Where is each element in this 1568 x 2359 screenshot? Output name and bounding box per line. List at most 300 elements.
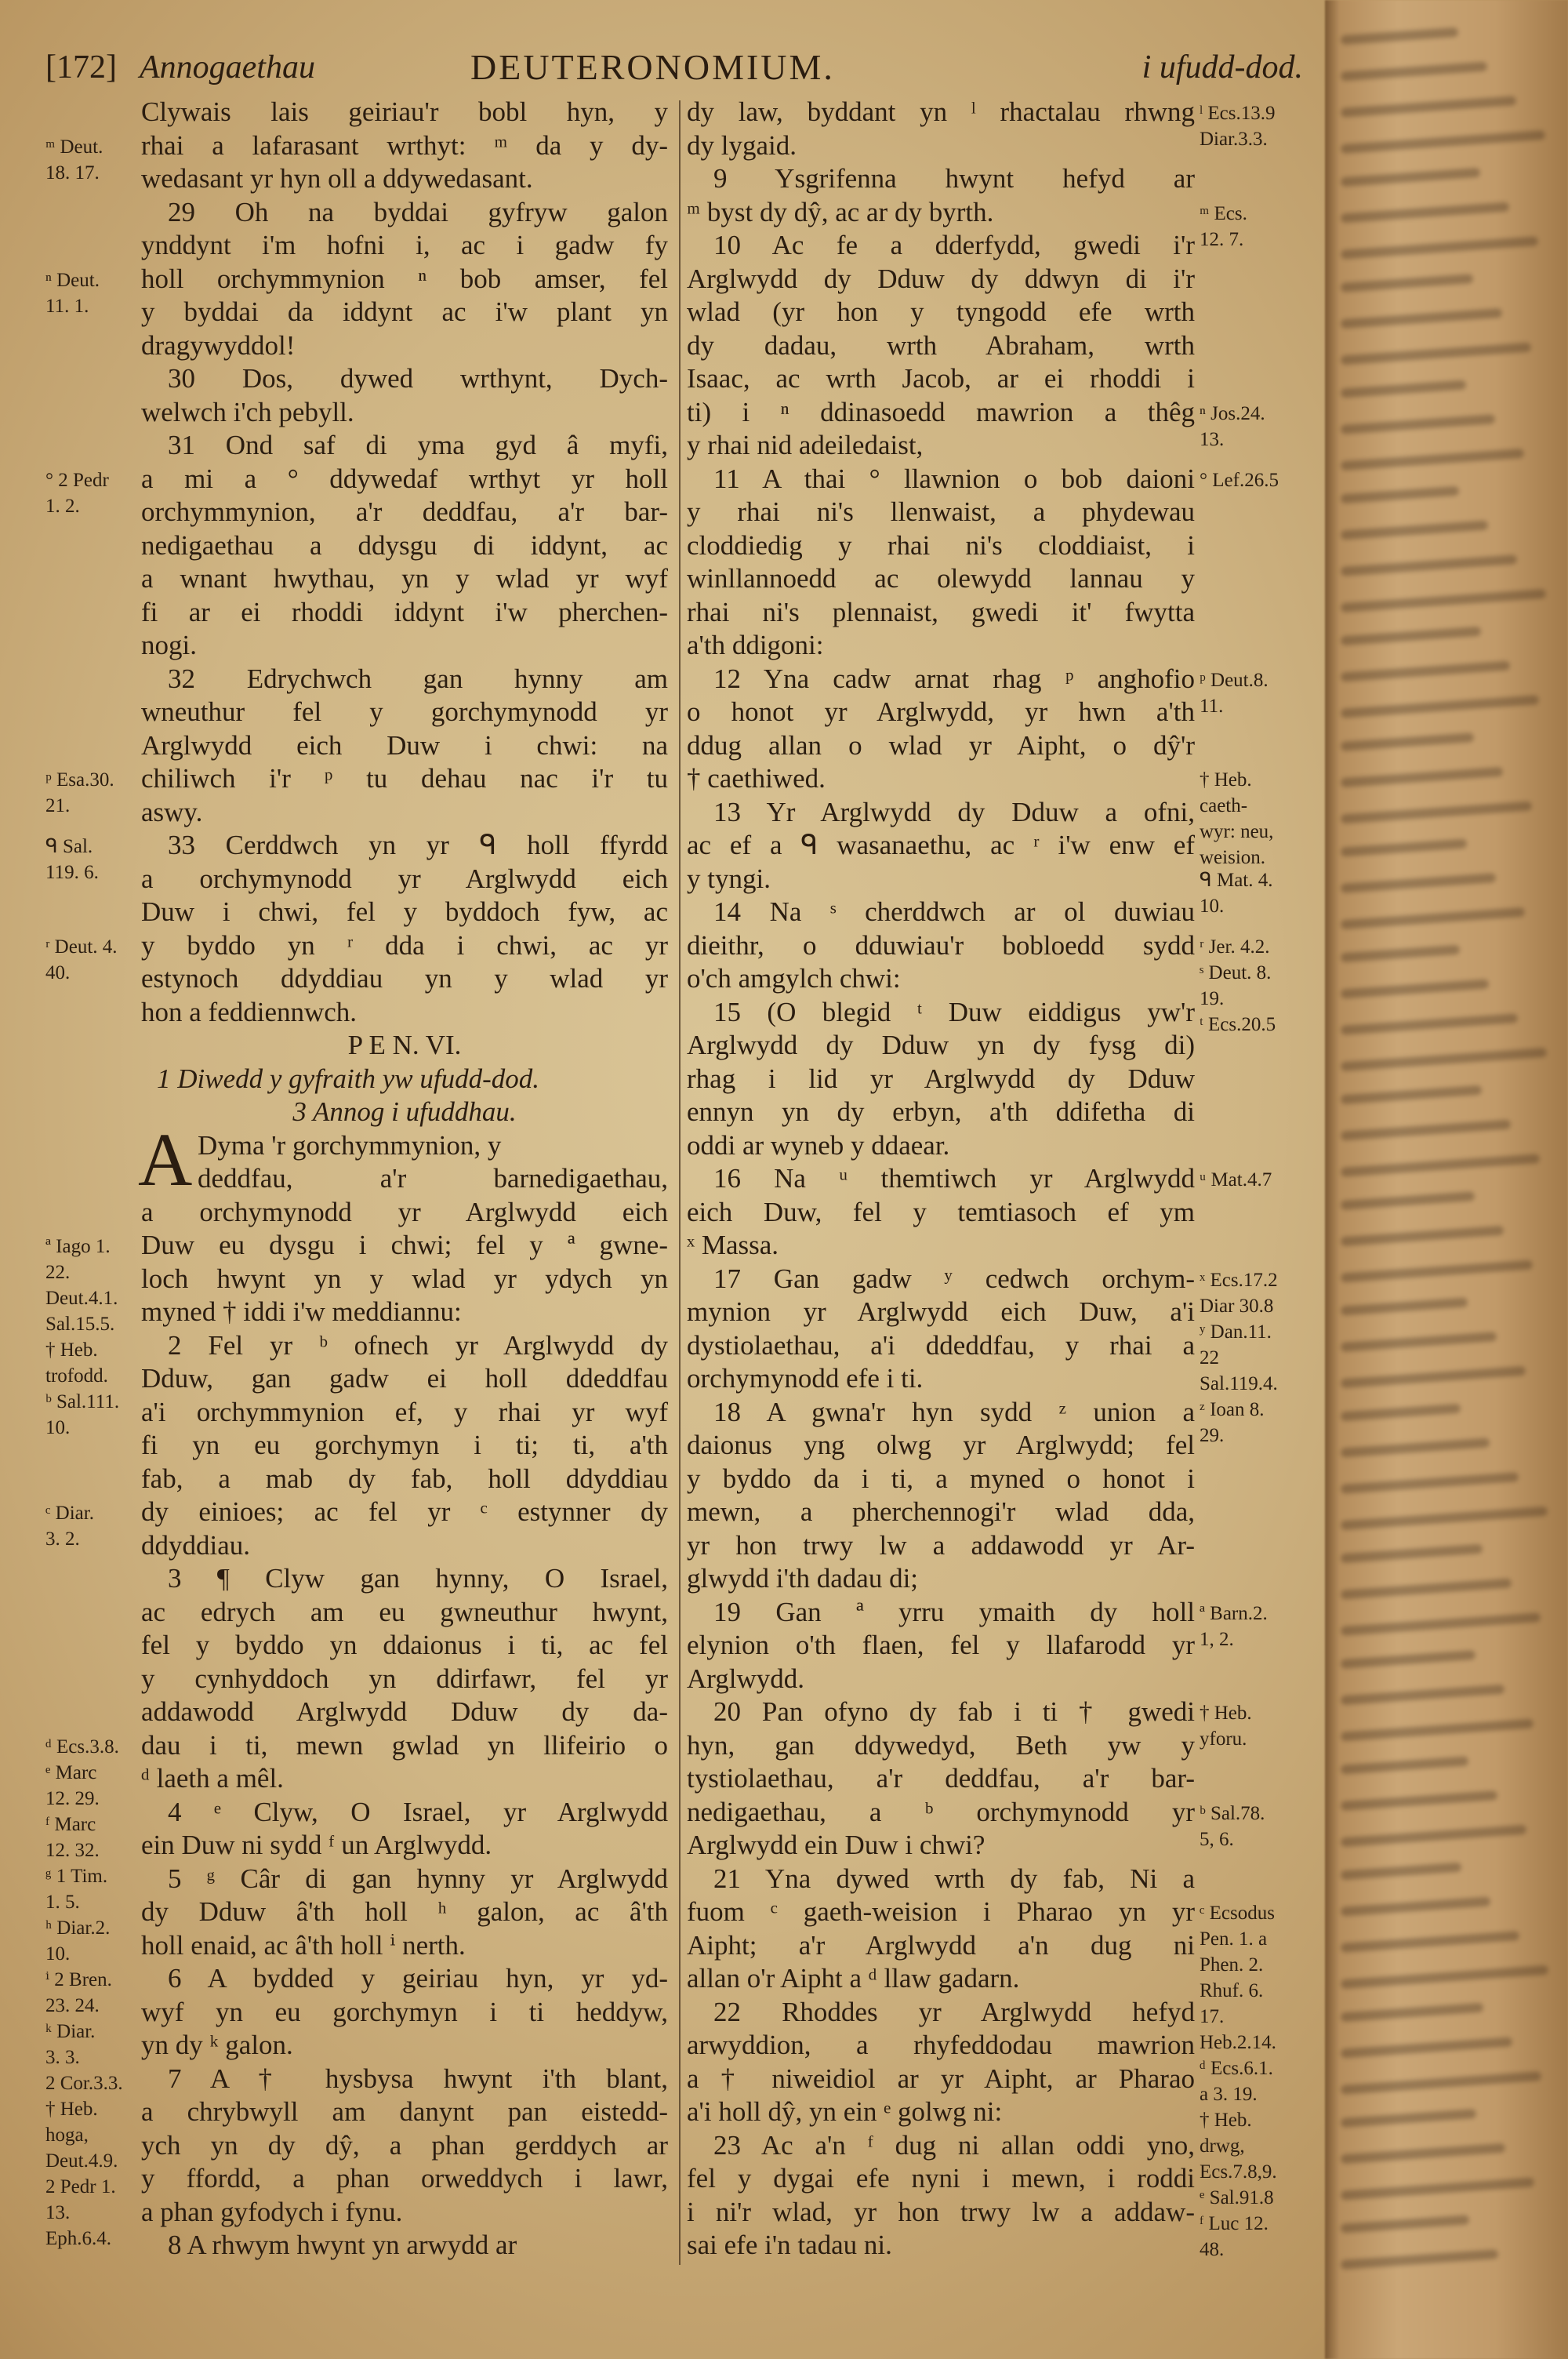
text-line: tystiolaethau, a'r deddfau, a'r bar- (687, 1763, 1195, 1794)
text-line: a orchymynodd yr Arglwydd eich (141, 863, 668, 894)
text-line: 3 ¶ Clyw gan hynny, O Israel, (168, 1563, 668, 1594)
margin-note-line: ᵉ Marc (45, 1761, 97, 1783)
text-line: yn dy ᵏ galon. (141, 2030, 293, 2060)
blurred-text-stroke (1341, 343, 1531, 365)
margin-note-line: ° 2 Pedr (45, 469, 109, 491)
text-line: 1 Diwedd y gyfraith yw ufudd-dod. (157, 1063, 540, 1094)
blurred-text-stroke (1341, 660, 1510, 682)
text-line: holl orchymmynion ⁿ bob amser, fel (141, 263, 668, 294)
blurred-text-stroke (1341, 873, 1496, 893)
margin-note-line: ᶠ Marc (45, 1813, 96, 1835)
blurred-text-stroke (1341, 1790, 1497, 1811)
text-line: dystiolaethau, a'i ddeddfau, y rhai a (687, 1329, 1195, 1361)
text-line: dy law, byddant yn ˡ rhactalau rhwng (687, 96, 1195, 127)
text-line: 30 Dos, dywed wrthynt, Dych- (168, 363, 668, 394)
blurred-text-stroke (1341, 1297, 1468, 1315)
column-divider (679, 100, 681, 2265)
text-line: 10 Ac fe a dderfydd, gwedi i'r (713, 230, 1195, 260)
text-line: 20 Pan ofyno dy fab i ti † gwedi (713, 1696, 1195, 1727)
text-line: 22 Rhoddes yr Arglwydd hefyd (713, 1996, 1195, 2027)
blurred-text-stroke (1341, 767, 1503, 787)
text-line: Clywais lais geiriau'r bobl hyn, y (141, 96, 668, 127)
margin-note-line: † Heb. (45, 2098, 98, 2120)
margin-note-line: ᵉ Sal.91.8 (1200, 2187, 1274, 2208)
margin-note-line: 3. 2. (45, 1528, 80, 1550)
margin-reference (1200, 667, 1269, 719)
right-running-head: i ufudd-dod. (1142, 49, 1303, 85)
margin-note-line: wyr: neu, (1200, 821, 1274, 842)
margin-reference (1200, 201, 1247, 253)
blurred-text-stroke (1341, 1756, 1468, 1774)
blurred-text-stroke (1341, 1718, 1534, 1741)
text-line: a mi a ° ddywedaf wrthyt yr holl (141, 463, 668, 494)
margin-note-line: 17. (1200, 2006, 1225, 2027)
text-line: chiliwch i'r ᵖ tu dehau nac i'r tu (141, 763, 668, 794)
margin-note-line: 19. (1200, 987, 1225, 1009)
text-line: a † niweidiol ar yr Aipht, ar Pharao (687, 2063, 1195, 2094)
text-line: Arglwydd dy Dduw dy ddwyn di i'r (687, 263, 1195, 294)
margin-note-line: 119. 6. (45, 862, 99, 883)
margin-note-line: yforu. (1200, 1728, 1247, 1750)
blurred-text-stroke (1341, 1931, 1519, 1953)
blurred-text-stroke (1341, 801, 1532, 824)
blurred-text-stroke (1341, 308, 1502, 329)
margin-note-line: ° Lef.26.5 (1200, 469, 1279, 491)
margin-note-line: ˣ Ecs.17.2 (1200, 1269, 1278, 1291)
text-line: rhai ni's plennaist, gwedi it' fwytta (687, 596, 1195, 627)
margin-note-line: ᵇ Sal.78. (1200, 1802, 1265, 1824)
text-line: ˣ Massa. (687, 1230, 779, 1260)
margin-note-line: ᑫ Sal. (45, 836, 93, 857)
blurred-text-stroke (1341, 695, 1539, 718)
text-line: a phan gyfodych i fynu. (141, 2196, 403, 2227)
text-line: arwyddion, a rhyfeddodau mawrion (687, 2030, 1195, 2060)
blurred-text-stroke (1341, 168, 1480, 187)
blurred-text-stroke (1341, 838, 1467, 856)
margin-reference (1200, 934, 1276, 1038)
blurred-text-stroke (1341, 1085, 1482, 1105)
blurred-text-stroke (1341, 1259, 1533, 1282)
margin-note-line: 21. (45, 795, 71, 816)
text-line: 32 Edrychwch gan hynny am (168, 663, 668, 694)
blurred-text-stroke (1341, 2249, 1498, 2270)
text-line: y byddo yn ʳ dda i chwi, ac yr (141, 929, 668, 961)
text-line: ac ef a ᑫ wasanaethu, ac ʳ i'w enw ef (687, 830, 1195, 860)
text-line: 5 ᵍ Câr di gan hynny yr Arglwydd (168, 1863, 668, 1894)
margin-note-line: 5, 6. (1200, 1828, 1234, 1850)
text-line: 17 Gan gadw ʸ cedwch orchym- (713, 1263, 1195, 1294)
text-line: † caethiwed. (687, 763, 826, 794)
text-line: fab, a mab dy fab, holl ddyddiau (141, 1463, 668, 1494)
blurred-text-stroke (1341, 1154, 1540, 1177)
text-line: y rhai nid adeiledaist, (687, 430, 924, 460)
margin-note-line: a 3. 19. (1200, 2084, 1258, 2105)
margin-note-line: ª Barn.2. (1200, 1602, 1268, 1624)
text-line: y byddo da i ti, a myned o honot i (687, 1463, 1195, 1494)
margin-note-line: 22 (1200, 1347, 1219, 1369)
margin-note-line: ⁿ Deut. (45, 269, 100, 291)
blurred-text-stroke (1341, 1685, 1504, 1706)
margin-note-line: hoga, (45, 2124, 89, 2146)
blurred-text-stroke (1341, 1507, 1548, 1530)
margin-note-line: ᵇ Sal.111. (45, 1391, 120, 1412)
text-line: ynddynt i'm hofni i, ac i gadw fy (141, 230, 668, 260)
blurred-text-stroke (1341, 1332, 1497, 1352)
text-line: hon a feddiennwch. (141, 996, 358, 1027)
text-line: 14 Na ˢ cherddwch ar ol duwiau (713, 896, 1195, 927)
blurred-text-stroke (1341, 1965, 1548, 1989)
margin-note-line: Pen. 1. a (1200, 1928, 1268, 1950)
text-line: nedigaethau a ddysgu di iddynt, ac (141, 529, 668, 561)
text-line: welwch i'ch pebyll. (141, 396, 354, 427)
blurred-text-stroke (1341, 554, 1517, 576)
margin-note-line: 13. (1200, 428, 1225, 450)
text-line: hyn, gan ddywedyd, Beth yw y (687, 1729, 1195, 1761)
text-line: ac edrych am eu gwneuthur hwynt, (141, 1596, 668, 1627)
text-line: Duw i chwi, fel y byddoch fyw, ac (141, 896, 668, 927)
text-line: Arglwydd dy Dduw yn dy fysg di) (687, 1030, 1195, 1060)
margin-note-line: Rhuf. 6. (1200, 1980, 1264, 2001)
blurred-text-stroke (1341, 627, 1481, 645)
blurred-text-stroke (1341, 486, 1459, 504)
blurred-text-stroke (1341, 2143, 1505, 2165)
text-line: 31 Ond saf di yma gyd â myfi, (168, 430, 668, 460)
text-line: y byddai da iddynt ac i'w plant yn (141, 296, 668, 327)
margin-note-line: ⁿ Jos.24. (1200, 402, 1265, 424)
margin-reference (45, 134, 103, 186)
margin-note-line: ᵏ Diar. (45, 2020, 96, 2042)
text-line: y ffordd, a phan orweddych i lawr, (141, 2163, 668, 2194)
margin-reference (45, 467, 109, 519)
margin-note-line: 48. (1200, 2239, 1225, 2260)
text-line: ddug allan o wlad yr Aipht, o dŷ'r (687, 729, 1195, 761)
text-line: o'ch amgylch chwi: (687, 963, 901, 994)
margin-note-line: 11. 1. (45, 295, 89, 317)
text-line: mynion yr Arglwydd eich Duw, a'i (687, 1296, 1195, 1327)
text-line: ti) i ⁿ ddinasoedd mawrion a thêg (687, 396, 1195, 427)
margin-note-line: weision. (1200, 847, 1266, 868)
margin-note-line: ᵘ Mat.4.7 (1200, 1169, 1272, 1190)
margin-reference (1200, 401, 1265, 453)
blurred-text-stroke (1341, 202, 1509, 224)
margin-note-line: Diar 30.8 (1200, 1295, 1274, 1317)
margin-note-line: 2 Pedr 1. (45, 2175, 116, 2197)
margin-note-line: ʸ Dan.11. (1200, 1321, 1272, 1343)
blurred-text-stroke (1341, 1048, 1547, 1071)
blurred-text-stroke (1341, 2037, 1512, 2058)
text-line: y cynhyddoch yn ddirfawr, fel yr (141, 1663, 668, 1694)
text-line: 19 Gan ª yrru ymaith dy holl (713, 1596, 1195, 1627)
margin-note-line: 29. (1200, 1424, 1225, 1446)
text-line: ein Duw ni sydd ᶠ un Arglwydd. (141, 1830, 492, 1860)
text-line: 29 Oh na byddai gyfryw galon (168, 196, 668, 227)
margin-note-line: ᵐ Deut. (45, 136, 103, 158)
left-running-head: Annogaethau (140, 49, 315, 85)
text-line: dieithr, o dduwiau'r bobloedd sydd (687, 929, 1195, 961)
text-line: rhag i lid yr Arglwydd dy Dduw (687, 1063, 1195, 1094)
text-line: a chrybwyll am danynt pan eistedd- (141, 2096, 668, 2127)
margin-note-line: 10. (45, 1943, 71, 1965)
text-line: 21 Yna dywed wrth dy fab, Ni a (713, 1863, 1195, 1894)
text-line: 9 Ysgrifenna hwynt hefyd ar (713, 163, 1195, 194)
blurred-text-stroke (1341, 380, 1466, 398)
text-line: myned † iddi i'w meddiannu: (141, 1296, 462, 1327)
text-line: estynoch ddyddiau yn y wlad yr (141, 963, 668, 994)
text-line: dy dadau, wrth Abraham, wrth (687, 329, 1195, 361)
margin-note-line: 12. 29. (45, 1787, 100, 1809)
blurred-text-stroke (1341, 2109, 1476, 2128)
blurred-text-stroke (1341, 1863, 1461, 1881)
text-line: Duw eu dysgu i chwi; fel y ª gwne- (141, 1230, 668, 1260)
text-line: loch hwynt yn y wlad yr ydych yn (141, 1263, 668, 1294)
text-line: 8 A rhwym hwynt yn arwydd ar (168, 2230, 517, 2260)
text-line: 12 Yna cadw arnat rhag ᵖ anghofio (713, 663, 1195, 694)
blurred-text-stroke (1341, 130, 1545, 154)
margin-note-line: 1. 2. (45, 495, 80, 517)
margin-reference (1200, 767, 1273, 871)
text-line: nogi. (141, 630, 197, 660)
margin-note-line: 11. (1200, 695, 1224, 717)
text-line: fi ar ei rhoddi iddynt i'w pherchen- (141, 596, 668, 627)
text-line: allan o'r Aipht a ᵈ llaw gadarn. (687, 1963, 1020, 1994)
text-line: a'i orchymmynion ef, y rhai yr wyf (141, 1396, 668, 1427)
blurred-text-stroke (1341, 1191, 1475, 1210)
text-line: a wnant hwythau, yn y wlad yr wyf (141, 563, 668, 594)
text-line: yr hon trwy lw a addawodd yr Ar- (687, 1529, 1195, 1561)
margin-note-line: 12. 7. (1200, 228, 1244, 250)
margin-note-line: ᶠ Luc 12. (1200, 2213, 1269, 2234)
margin-note-line: ᵐ Ecs. (1200, 202, 1247, 224)
text-line: i ni'r wlad, yr hon trwy lw a addaw- (687, 2196, 1195, 2227)
blurred-text-stroke (1341, 1438, 1490, 1457)
blurred-text-stroke (1341, 449, 1524, 471)
text-line: 13 Yr Arglwydd dy Dduw a ofni, (713, 796, 1195, 827)
text-line: mewn, a pherchennogi'r wlad dda, (687, 1496, 1195, 1527)
margin-reference (1200, 867, 1272, 919)
margin-note-line: ʳ Jer. 4.2. (1200, 936, 1270, 958)
margin-note-line: † Heb. (1200, 2110, 1252, 2131)
text-line: ᵐ byst dy dŷ, ac ar dy byrth. (687, 196, 994, 227)
text-line: Arglwydd ein Duw i chwi? (687, 1830, 985, 1860)
blurred-text-stroke (1341, 1825, 1526, 1848)
margin-note-line: ᑫ Mat. 4. (1200, 869, 1273, 891)
margin-reference (1200, 100, 1276, 152)
blurred-text-stroke (1341, 732, 1474, 751)
margin-note-line: 10. (45, 1417, 71, 1438)
blurred-text-stroke (1341, 1896, 1490, 1916)
margin-note-line: ʳ Deut. 4. (45, 936, 118, 958)
text-line: ych yn dy dŷ, a phan gerddych ar (141, 2129, 668, 2161)
margin-reference (45, 767, 114, 819)
blurred-text-stroke (1341, 1404, 1461, 1422)
margin-note-line: caeth- (1200, 795, 1248, 816)
margin-note-line: Diar.3.3. (1200, 129, 1268, 150)
margin-reference (45, 1734, 123, 2252)
text-line: Isaac, ac wrth Jacob, ar ei rhoddi i (687, 363, 1195, 394)
blurred-text-stroke (1341, 1366, 1526, 1388)
margin-note-line: 10. (1200, 895, 1225, 917)
margin-note-line: ᶻ Ioan 8. (1200, 1398, 1265, 1420)
text-line: sai efe i'n tadau ni. (687, 2230, 892, 2260)
margin-note-line: ᵈ Ecs.6.1. (1200, 2058, 1273, 2079)
text-line: oddi ar wyneb y ddaear. (687, 1129, 950, 1161)
margin-note-line: Sal.119.4. (1200, 1372, 1278, 1394)
margin-reference (45, 1234, 119, 1441)
text-line: eich Duw, fel y temtiasoch ef ym (687, 1196, 1195, 1227)
text-line: P E N. VI. (347, 1030, 462, 1060)
blurred-text-stroke (1341, 2071, 1541, 2095)
text-line: a'i holl dŷ, yn ein ᵉ golwg ni: (687, 2096, 1003, 2127)
margin-note-line: 40. (45, 961, 71, 983)
margin-note-line: † Heb. (45, 1339, 98, 1361)
margin-note-line: 23. 24. (45, 1994, 100, 2016)
margin-note-line: 22. (45, 1262, 71, 1283)
blurred-text-stroke (1341, 2215, 1469, 2233)
text-line: 3 Annog i ufuddhau. (292, 1096, 517, 1127)
margin-note-line: ᵈ Ecs.3.8. (45, 1736, 119, 1757)
text-line: o honot yr Arglwydd, yr hwn a'th (687, 696, 1195, 727)
margin-note-line: ʰ Diar.2. (45, 1917, 111, 1939)
text-line: Dyma 'r gorchymmynion, y (198, 1129, 502, 1161)
margin-reference (1200, 1801, 1265, 1852)
margin-note-line: ˡ Ecs.13.9 (1200, 103, 1276, 124)
margin-reference (1200, 1267, 1278, 1448)
text-line: fuom ᶜ gaeth-weision i Pharao yn yr (687, 1896, 1195, 1927)
margin-note-line: ᵍ 1 Tim. (45, 1865, 108, 1887)
text-line: y tyngi. (687, 863, 771, 894)
blurred-text-stroke (1341, 2177, 1534, 2200)
blurred-text-stroke (1341, 61, 1487, 81)
blurred-text-stroke (1341, 1013, 1518, 1035)
margin-note-line: † Heb. (1200, 1703, 1252, 1724)
margin-note-line: 3. 3. (45, 2046, 80, 2068)
text-line: wneuthur fel y gorchymynodd yr (141, 696, 668, 727)
text-line: Arglwydd eich Duw i chwi: na (141, 729, 668, 761)
text-line: dragywyddol! (141, 329, 296, 361)
blurred-text-stroke (1341, 945, 1460, 963)
text-line: rhai a lafarasant wrthyt: ᵐ da y dy- (141, 129, 668, 161)
margin-note-line: ˢ Deut. 8. (1200, 961, 1272, 983)
text-line: Aipht; a'r Arglwydd a'n dug ni (687, 1929, 1195, 1961)
margin-note-line: ᶜ Diar. (45, 1503, 94, 1524)
text-line: ddyddiau. (141, 1529, 251, 1561)
margin-note-line: ᵖ Esa.30. (45, 769, 114, 791)
text-line: Dduw, gan gadw ei holl ddeddfau (141, 1363, 668, 1394)
text-line: ᵈ laeth a mêl. (141, 1763, 284, 1794)
book-title: DEUTERONOMIUM. (470, 47, 835, 87)
margin-reference (45, 267, 100, 319)
page-number: [172] (45, 49, 117, 85)
margin-reference (45, 1500, 94, 1552)
text-line: fel y dygai efe nyni i mewn, i roddi (687, 2163, 1195, 2194)
margin-note-line: 1. 5. (45, 1891, 80, 1913)
text-line: dy einioes; ac fel yr ᶜ estynner dy (141, 1496, 668, 1527)
blurred-text-stroke (1341, 96, 1516, 118)
blurred-text-stroke (1341, 907, 1525, 929)
text-line: wlad (yr hon y tyngodd efe wrth (687, 296, 1195, 327)
margin-note-line: 13. (45, 2201, 71, 2223)
text-line: fel y byddo yn ddaionus i ti, ac fel (141, 1630, 668, 1660)
margin-note-line: Phen. 2. (1200, 1954, 1264, 1976)
margin-note-line: Deut.4.9. (45, 2150, 118, 2172)
margin-note-line: 18. 17. (45, 162, 100, 184)
text-line: elynion o'th flaen, fel y llafarodd yr (687, 1630, 1195, 1660)
text-line: 6 A bydded y geiriau hyn, yr yd- (168, 1963, 668, 1994)
blurred-text-stroke (1341, 1544, 1483, 1564)
blurred-text-stroke (1341, 236, 1538, 260)
blurred-text-stroke (1341, 1650, 1475, 1669)
blurred-text-stroke (1341, 520, 1488, 540)
text-line: holl enaid, ac â'th holl ⁱ nerth. (141, 1929, 466, 1961)
blurred-text-stroke (1341, 2003, 1483, 2023)
margin-note-line: Ecs.7.8,9. (1200, 2161, 1277, 2183)
text-line: 16 Na ᵘ themtiwch yr Arglwydd (713, 1163, 1195, 1194)
margin-note-line: Heb.2.14. (1200, 2032, 1276, 2053)
text-line: deddfau, a'r barnedigaethau, (198, 1163, 668, 1194)
blurred-text-stroke (1341, 27, 1458, 45)
text-line: wyf yn eu gorchymyn i ti heddyw, (141, 1996, 668, 2027)
margin-note-line: ᶜ Ecsodus (1200, 1903, 1275, 1924)
text-line: orchymynodd efe i ti. (687, 1363, 924, 1394)
text-line: dy Dduw â'th holl ʰ galon, ac â'th (141, 1896, 668, 1927)
margin-note-line: † Heb. (1200, 769, 1252, 791)
margin-note-line: ᵗ Ecs.20.5 (1200, 1013, 1276, 1035)
text-line: nedigaethau, a ᵇ orchymynodd yr (687, 1796, 1195, 1827)
text-line: 18 A gwna'r hyn sydd ᶻ union a (713, 1396, 1195, 1427)
margin-reference (1200, 1700, 1252, 1752)
blurred-text-stroke (1341, 1612, 1541, 1636)
margin-note-line: Eph.6.4. (45, 2227, 112, 2249)
margin-note-line: drwg, (1200, 2135, 1245, 2157)
text-line: a'th ddigoni: (687, 630, 824, 660)
margin-note-line: trofodd. (45, 1365, 108, 1387)
margin-reference (45, 834, 99, 885)
text-line: 15 (O blegid ᵗ Duw eiddigus yw'r (713, 996, 1195, 1027)
text-line: orchymmynion, a'r deddfau, a'r bar- (141, 496, 668, 527)
drop-cap: A (138, 1117, 193, 1201)
text-line: addawodd Arglwydd Dduw dy da- (141, 1696, 668, 1727)
text-line: Arglwydd. (687, 1663, 805, 1694)
blurred-text-stroke (1341, 1119, 1511, 1140)
margin-note-line: ᵖ Deut.8. (1200, 669, 1269, 691)
margin-note-line: Sal.15.5. (45, 1314, 115, 1335)
text-line: 11 A thai ° llawnion o bob daioni (713, 463, 1195, 494)
margin-note-line: 2 Cor.3.3. (45, 2072, 123, 2094)
text-line: daionus yng olwg yr Arglwydd; fel (687, 1430, 1195, 1460)
text-line: cloddiedig y rhai ni's cloddiaist, i (687, 529, 1195, 561)
margin-reference (1200, 467, 1279, 493)
margin-note-line: ⁱ 2 Bren. (45, 1968, 112, 1990)
margin-reference (45, 934, 118, 986)
margin-note-line: ª Iago 1. (45, 1236, 111, 1257)
text-line: y rhai ni's llenwaist, a phydewau (687, 496, 1195, 527)
blurred-text-stroke (1341, 274, 1473, 293)
text-line: ennyn yn dy erbyn, a'th ddifetha di (687, 1096, 1195, 1127)
blurred-text-stroke (1341, 1472, 1519, 1494)
margin-reference (1200, 1601, 1268, 1652)
blurred-text-stroke (1341, 1226, 1504, 1246)
blurred-text-stroke (1341, 414, 1495, 434)
text-line: 2 Fel yr ᵇ ofnech yr Arglwydd dy (168, 1329, 668, 1361)
text-line: dy lygaid. (687, 129, 797, 161)
margin-reference (1200, 1167, 1272, 1193)
margin-note-line: 1, 2. (1200, 1628, 1234, 1650)
text-line: glwydd i'th dadau di; (687, 1563, 919, 1594)
blurred-text-stroke (1341, 1578, 1512, 1599)
text-line: aswy. (141, 796, 203, 827)
margin-reference (1200, 1900, 1277, 2263)
margin-note-line: 12. 32. (45, 1839, 100, 1861)
